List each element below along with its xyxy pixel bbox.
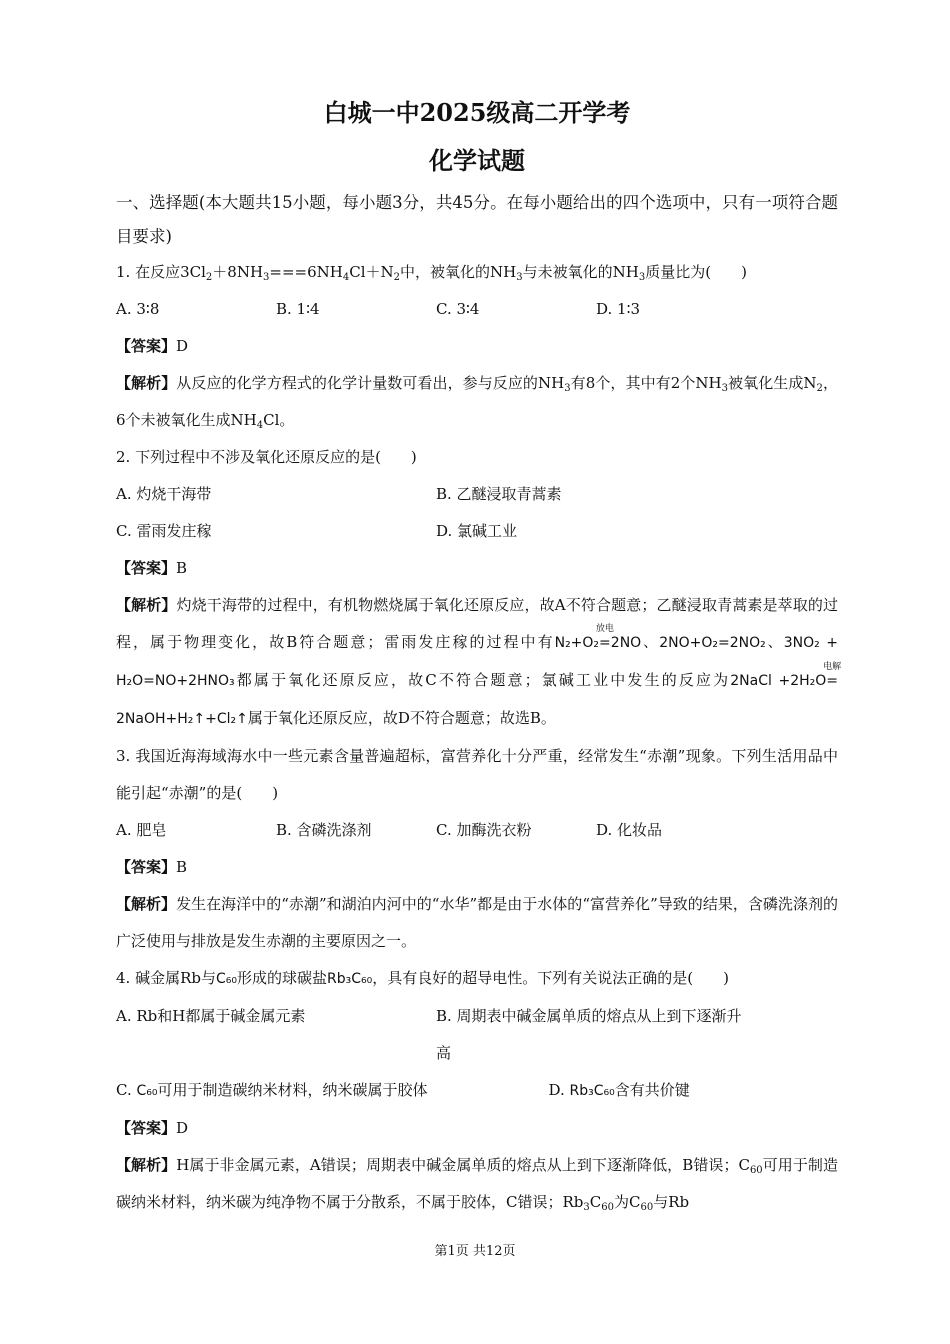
question-2-stem: 2. 下列过程中不涉及氧化还原反应的是( ) [116,448,417,466]
option-b: B. 1∶4 [276,300,320,318]
option-d: D. 1∶3 [596,300,641,318]
equation-1: N₂+O₂ 放电 =2NO、2NO+O₂=2NO₂、3NO₂ + H₂O=NO+2HNO₃ [116,624,838,689]
question-4-options-row2 [116,1072,838,1110]
option-b: B. 周期表中碱金属单质的熔点从上到下逐渐升高 [436,1007,742,1062]
question-1-options [116,291,838,328]
analysis-label: 【解析】 [116,895,177,913]
question-4-options-row1 [116,998,838,1072]
question-4-answer: 【答案】D [116,1119,189,1137]
option-a: A. 灼烧干海带 [116,485,212,503]
option-b: B. 乙醚浸取青蒿素 [436,485,562,503]
answer-label: 【答案】 [116,559,177,577]
option-a: A. 3∶8 [116,300,160,318]
option-c: C. 雷雨发庄稼 [116,522,212,540]
question-2-options-row2 [116,513,838,550]
question-1-stem: 1. 在反应$3Cl_2+8NH_3===6NH_4Cl+N_2$中，被氧化的$NH_3$与未被氧化的$NH_3$质量比为( ) [116,263,747,283]
section-heading: 一、选择题(本大题共15小题，每小题3分，共45分。在每小题给出的四个选项中，只有一项符合题目要求) [116,193,838,246]
option-c: C. 3∶4 [436,300,480,318]
option-a: A. 肥皂 [116,821,167,839]
question-4-stem: 4. 碱金属Rb与C₆₀形成的球碳盐Rb₃C₆₀，具有良好的超导电性。下列有关说法正确的是( ) [116,969,729,987]
question-1-analysis: 【解析】从反应的化学方程式的化学计量数可看出，参与反应的$NH_3$有8个，其中有2个$NH_3$被氧化生成$N_2$，6个未被氧化生成$NH_4Cl$。 [116,374,838,431]
option-d: D. 化妆品 [596,821,663,839]
option-c: C. C₆₀可用于制造碳纳米材料，纳米碳属于胶体 [116,1081,428,1099]
page-footer: 第1页 共12页 [434,1244,516,1259]
document-page [116,92,842,1221]
analysis-label: 【解析】 [116,596,177,614]
option-d: D. 氯碱工业 [436,522,518,540]
question-2-answer: 【答案】B [116,559,188,577]
exam-title: 白城一中2025级高二开学考 [323,98,631,127]
answer-label: 【答案】 [116,1119,177,1137]
answer-label: 【答案】 [116,858,177,876]
option-a: A. Rb和H都属于碱金属元素 [116,1007,306,1025]
analysis-label: 【解析】 [116,1156,177,1174]
question-1-answer: 【答案】D [116,337,189,355]
option-b: B. 含磷洗涤剂 [276,821,372,839]
question-2-analysis: 【解析】灼烧干海带的过程中，有机物燃烧属于氧化还原反应，故A不符合题意；乙醚浸取青蒿素是萃取的过程，属于物理变化，故B符合题意；雷雨发庄稼的过程中有N₂+O₂ 放电 =2NO、2NO+O₂=2NO₂、3NO₂ + H₂O=NO+2HNO₃都属于氧化还原反应，故C不符合题意；氯碱工业中发生的反应为2NaCl +2H₂O 电解 =2NaOH+H₂↑+Cl₂↑属于氧化还原反应，故D不符合题意；故选B。 [116,596,842,727]
exam-subtitle: 化学试题 [429,146,525,175]
answer-label: 【答案】 [116,337,177,355]
option-c: C. 加酶洗衣粉 [436,821,532,839]
option-d: D. Rb₃C₆₀含有共价键 [548,1081,690,1099]
equation-2: 2NaCl +2H₂O 电解 =2NaOH+H₂↑+Cl₂↑ [116,662,842,727]
question-3-analysis: 【解析】发生在海洋中的“赤潮”和湖泊内河中的“水华”都是由于水体的“富营养化”导致的结果，含磷洗涤剂的广泛使用与排放是发生赤潮的主要原因之一。 [116,895,838,950]
question-2-options-row1 [116,476,838,513]
question-4-analysis: 【解析】H属于非金属元素，A错误；周期表中碱金属单质的熔点从上到下逐渐降低，B错误；$C_{60}$可用于制造碳纳米材料，纳米碳为纯净物不属于分散系，不属于胶体，C错误；$Rb_3C_{60}$为$C_{60}$与Rb [116,1156,838,1213]
analysis-label: 【解析】 [116,374,177,392]
question-3-options [116,812,838,849]
question-3-answer: 【答案】B [116,858,188,876]
question-3-stem: 3. 我国近海海域海水中一些元素含量普遍超标，富营养化十分严重，经常发生“赤潮”现象。下列生活用品中能引起“赤潮”的是( ) [116,747,838,802]
